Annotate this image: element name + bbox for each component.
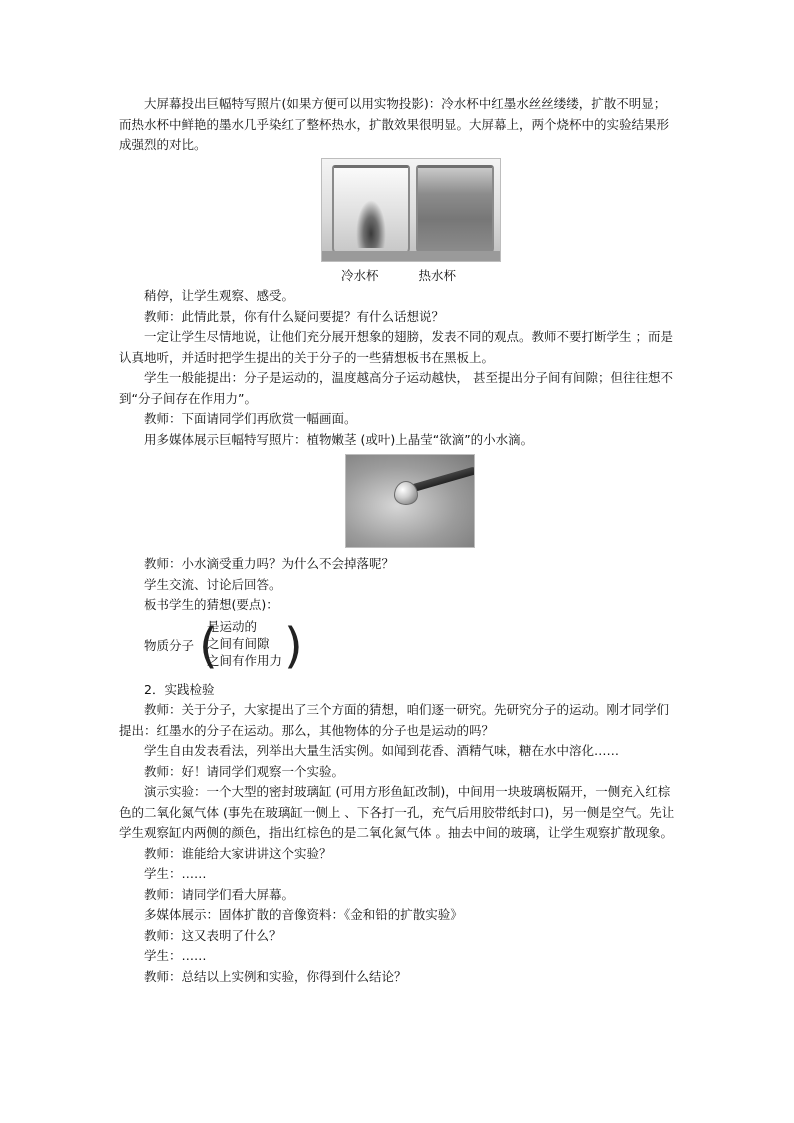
figure-caption — [341, 266, 675, 287]
paragraph: 学生一般能提出：分子是运动的，温度越高分子运动越快， 甚至提出分子间有间隙；但往往想不到“分子间存在作用力”。 — [119, 370, 673, 406]
paragraph: 一定让学生尽情地说，让他们充分展开想象的翅膀，发表不同的观点。教师不要打断学生 ；而是认真地听，并适时把学生提出的关于分子的一些猜想板书在黑板上。 — [119, 329, 673, 365]
paragraph: 学生：…… — [144, 948, 207, 963]
paragraph: 多媒体展示：固体扩散的音像资料：《金和铅的扩散实验》 — [144, 907, 463, 922]
ink-diffusion — [356, 200, 386, 248]
brace-items — [207, 618, 282, 669]
left-brace-icon: ( — [199, 617, 218, 674]
paragraph: 教师：这又表明了什么？ — [144, 927, 282, 943]
paragraph: 演示实验：一个大型的密封玻璃缸 (可用方形鱼缸改制)，中间用一块玻璃板隔开，一侧充入红棕色的二氧化氮气体 (事先在玻璃缸一侧上 、下各打一孔，充气后用胶带纸封口)，另一侧是空气。先让学生观察缸内两侧的颜色，指出红棕色的是二氧化氮气体 。抽去中间的玻璃，让学生观察扩散现象。 — [119, 784, 675, 840]
right-brace-icon: ) — [284, 617, 303, 674]
paragraph: 大屏幕投出巨幅特写照片(如果方便可以用实物投影)：冷水杯中红墨水丝丝缕缕，扩散不明显；而热水杯中鲜艳的墨水几乎染红了整杯热水，扩散效果很明显。大屏幕上，两个烧杯中的实验结果形成强烈的对比。 — [119, 96, 670, 152]
brace-item: 是运动的 — [207, 618, 258, 634]
paragraph: 教师：关于分子，大家提出了三个方面的猜想，咱们逐一研究。先研究分子的运动。刚才同学们提出：红墨水的分子在运动。那么，其他物体的分子也是运动的吗？ — [119, 702, 670, 738]
hypothesis-brace — [119, 618, 675, 676]
caption-cold: 冷水杯 — [341, 267, 379, 283]
cold-water-beaker — [332, 165, 410, 256]
paragraph: 学生：…… — [144, 866, 207, 881]
water-drop-photo — [345, 454, 475, 548]
section-title: 2．实践检验 — [144, 681, 215, 697]
water-drop-figure — [119, 454, 675, 548]
paragraph: 教师：好！请同学们观察一个实验。 — [144, 763, 345, 779]
hot-water-beaker — [416, 165, 494, 256]
document-body — [119, 94, 675, 987]
paragraph: 板书学生的猜想(要点)： — [144, 597, 279, 612]
caption-hot: 热水杯 — [418, 267, 457, 283]
paragraph: 教师：此情此景，你有什么疑问要提？有什么话想说？ — [144, 308, 445, 324]
brace-label: 物质分子 — [144, 637, 195, 653]
table-surface — [322, 251, 500, 261]
paragraph: 教师：总结以上实例和实验，你得到什么结论？ — [144, 968, 407, 984]
paragraph: 教师：谁能给大家讲讲这个实验？ — [144, 845, 332, 861]
water-droplet — [394, 481, 418, 505]
paragraph: 教师：请同学们看大屏幕。 — [144, 886, 295, 902]
paragraph: 教师：小水滴受重力吗？为什么不会掉落呢？ — [144, 556, 395, 571]
paragraph: 稍停，让学生观察、感受。 — [144, 288, 295, 303]
brace-item: 之间有间隙 — [207, 635, 270, 651]
paragraph: 学生交流、讨论后回答。 — [144, 576, 282, 592]
paragraph: 学生自由发表看法，列举出大量生活实例。如闻到花香、酒精气味，糖在水中溶化…… — [144, 743, 620, 758]
beaker-photo — [321, 158, 501, 262]
paragraph: 用多媒体展示巨幅特写照片：植物嫩茎 (或叶)上晶莹“欲滴”的小水滴。 — [144, 431, 534, 447]
paragraph: 教师：下面请同学们再欣赏一幅画面。 — [144, 411, 357, 426]
brace-item: 之间有作用力 — [207, 652, 283, 668]
beaker-figure — [119, 158, 675, 287]
